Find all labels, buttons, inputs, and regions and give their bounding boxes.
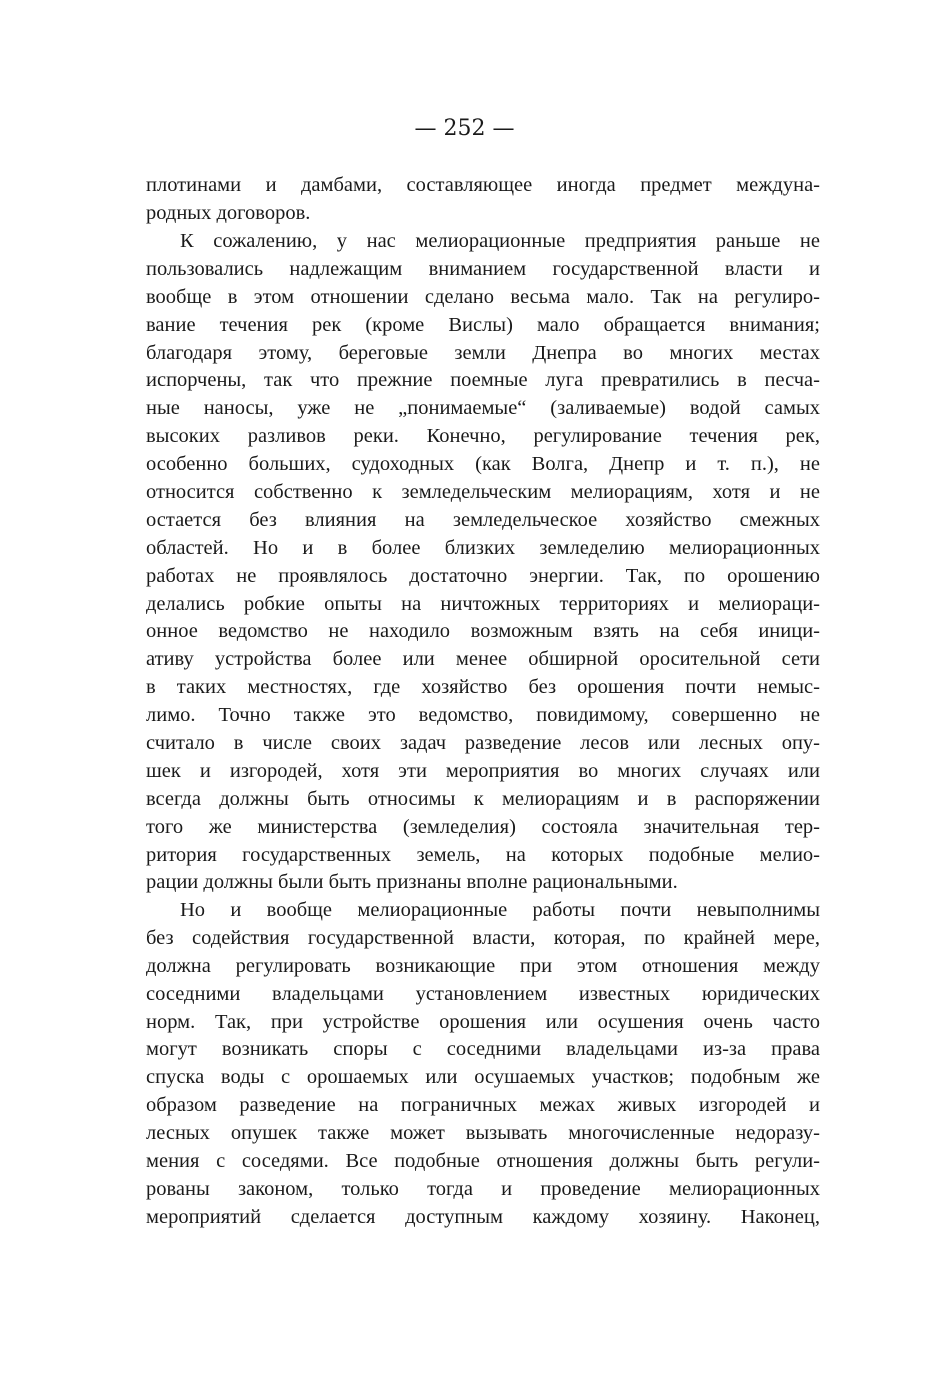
text-line: высоких разливов реки. Конечно, регулирование течения рек, bbox=[146, 425, 820, 448]
text-line: работах не проявлялось достаточно энергии. Так, по орошению bbox=[146, 564, 820, 587]
text-line: шек и изгородей, хотя эти мероприятия во многих случаях или bbox=[146, 759, 820, 782]
text-line: особенно больших, судоходных (как Волга, Днепр и т. п.), не bbox=[146, 453, 820, 476]
text-line: К сожалению, у нас мелиорационные предприятия раньше не bbox=[180, 230, 820, 252]
text-line: остается без влияния на земледельческое хозяйство смежных bbox=[146, 508, 820, 531]
text-line: ритория государственных земель, на которых подобные мелио- bbox=[146, 843, 820, 866]
paragraph-reclamation bbox=[146, 228, 820, 897]
text-line: вание течения рек (кроме Вислы) мало обращается внимания; bbox=[146, 313, 820, 336]
text-line: рации должны были быть признаны вполне рациональными. bbox=[146, 871, 678, 894]
text-line: мероприятий сделается доступным каждому хозяину. Наконец, bbox=[146, 1205, 820, 1228]
text-line: относится собственно к земледельческим мелиорациям, хотя и не bbox=[146, 481, 820, 504]
paragraph-state-role bbox=[146, 897, 820, 1232]
text-line: родных договоров. bbox=[146, 201, 311, 224]
text-line: ные наносы, уже не „понимаемые“ (заливаемые) водой самых bbox=[146, 397, 820, 420]
text-line: всегда должны быть относимы к мелиорациям и в распоряжении bbox=[146, 787, 820, 810]
text-line: без содействия государственной власти, которая, по крайней мере, bbox=[146, 926, 820, 949]
text-line: спуска воды с орошаемых или осушаемых участков; подобным же bbox=[146, 1066, 820, 1089]
text-line: делались робкие опыты на ничтожных территориях и мелиораци- bbox=[146, 592, 820, 615]
text-line: могут возникать споры с соседними владельцами из-за права bbox=[146, 1038, 820, 1061]
text-line: областей. Но и в более близких земледелию мелиорационных bbox=[146, 536, 820, 559]
text-line: благодаря этому, береговые земли Днепра во многих местах bbox=[146, 341, 820, 364]
text-line: онное ведомство не находило возможным взять на себя иници- bbox=[146, 620, 820, 643]
page-number: — 252 — bbox=[414, 116, 515, 141]
text-line: образом разведение на пограничных межах живых изгородей и bbox=[146, 1094, 820, 1117]
text-line: мения с соседями. Все подобные отношения должны быть регули- bbox=[146, 1150, 820, 1173]
text-line: должна регулировать возникающие при этом отношения между bbox=[146, 954, 820, 977]
text-line: в таких местностях, где хозяйство без орошения почти немыс- bbox=[146, 676, 820, 699]
text-line: плотинами и дамбами, составляющее иногда предмет междуна- bbox=[146, 174, 820, 196]
text-line: вообще в этом отношении сделано весьма мало. Так на регулиро- bbox=[146, 285, 820, 308]
text-line: считало в числе своих задач разведение лесов или лесных опу- bbox=[146, 732, 820, 755]
text-line: ативу устройства более или менее обширной оросительной сети bbox=[146, 648, 820, 671]
text-line: лимо. Точно также это ведомство, повидимому, совершенно не bbox=[146, 704, 820, 727]
text-line: испорчены, так что прежние поемные луга превратились в песча- bbox=[146, 369, 820, 392]
text-line: пользовались надлежащим вниманием государственной власти и bbox=[146, 257, 820, 280]
text-line: Но и вообще мелиорационные работы почти невыполнимы bbox=[180, 899, 820, 921]
text-line: норм. Так, при устройстве орошения или осушения очень часто bbox=[146, 1010, 820, 1033]
text-line: того же министерства (земледелия) состояла значительная тер- bbox=[146, 815, 820, 838]
text-line: лесных опушек также может вызывать многочисленные недоразу- bbox=[146, 1122, 820, 1145]
paragraph-continuation bbox=[146, 172, 820, 228]
text-line: соседними владельцами установлением известных юридических bbox=[146, 982, 820, 1005]
text-line: рованы законом, только тогда и проведение мелиорационных bbox=[146, 1177, 820, 1200]
